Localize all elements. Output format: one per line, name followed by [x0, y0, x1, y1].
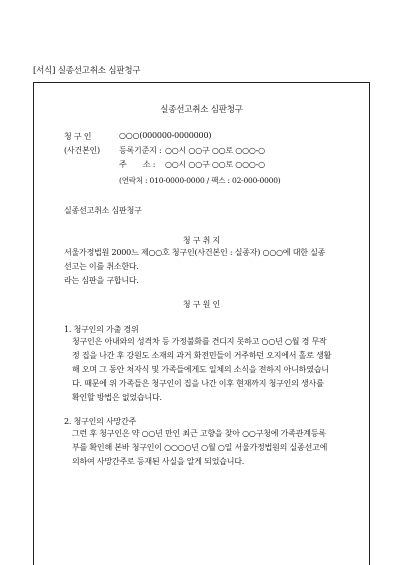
section1-line: 청구인은 아내와의 성격차 등 가정불화를 견디지 못하고 ○○년 ○월 경 무작 — [72, 337, 327, 346]
address-label: 주 소 : — [119, 160, 156, 169]
section1-line: 정 집을 나간 후 강원도 소재의 과거 화전민들이 거주하던 오지에서 홀로 생활 — [72, 351, 332, 360]
section1-body — [72, 335, 357, 405]
purpose-line: 서울가정법원 2000느 제○○호 청구인(사건본인 : 실종자) ○○○에 대한 실종 — [64, 248, 326, 257]
form-caption: [서식] 실종선고취소 심판청구 — [33, 66, 141, 76]
document-frame — [33, 82, 370, 565]
section2-line: 의하여 사망간주로 등재된 사실을 알게 되었습니다. — [72, 457, 245, 466]
claimant-label: 청 구 인 — [64, 132, 92, 141]
document-title: 실종선고취소 심판청구 — [160, 105, 243, 115]
registry-label: 등록기준지 : — [119, 146, 162, 155]
section2-line: 부를 확인해 본바 청구인이 ○○○○년 ○월 ○일 서울가정법원의 실종선고에 — [72, 443, 328, 452]
section2-title: 2. 청구인의 사망간주 — [64, 417, 137, 426]
section2-line: 그런 후 청구인은 약 ○○년 만인 최근 고향을 찾아 ○○구청에 가족관계등록 — [72, 429, 326, 438]
subject-line: 실종선고취소 심판청구 — [64, 206, 142, 215]
address-value: ○○시 ○○구 ○○로 ○○○-○ — [165, 160, 265, 169]
subject-label: (사건본인) — [64, 146, 100, 155]
purpose-heading: 청 구 취 지 — [182, 236, 221, 245]
section1-line: 다. 때문에 위 가족들은 청구인이 집을 나간 이후 현재까지 청구인의 생사를 — [72, 379, 324, 388]
section1-title: 1. 청구인의 가출 경위 — [64, 325, 139, 334]
reasons-heading: 청 구 원 인 — [182, 300, 221, 309]
claimant-name: ○○○(000000-0000000) — [119, 131, 212, 140]
section1-line: 확인할 방법은 없었습니다. — [72, 393, 162, 402]
section1-line: 해 오며 그 동안 처자식 및 가족들에게도 일체의 소식을 전하지 아니하였습니 — [72, 365, 329, 374]
registry-value: ○○시 ○○구 ○○로 ○○○-○ — [165, 146, 265, 155]
section2-body — [72, 427, 357, 469]
purpose-line: 선고는 이를 취소한다. — [64, 262, 139, 271]
contact-info: (연락처 : 010-0000-0000 / 팩스 : 02-000-0000) — [119, 176, 281, 185]
purpose-body — [64, 246, 354, 288]
purpose-line: 라는 심판을 구합니다. — [64, 276, 139, 285]
